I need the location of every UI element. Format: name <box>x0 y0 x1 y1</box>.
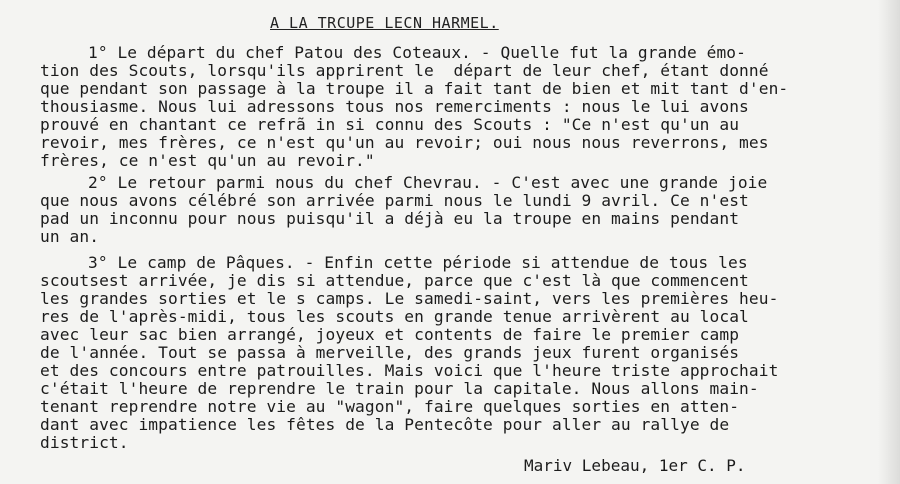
text-line-9: que nous avons célébré son arrivée parmi nous le lundi 9 avril. Ce n'est <box>40 191 749 210</box>
text-line-20: tenant reprendre notre vie au "wagon", faire quelques sorties en atten- <box>40 397 740 416</box>
text-line-11: un an. <box>40 227 100 246</box>
text-line-5: prouvé en chantant ce refrã in si connu des Scouts : "Ce n'est qu'un au <box>40 115 740 134</box>
text-line-6: revoir, mes frères, ce n'est qu'un au revoir; oui nous nous reverrons, mes <box>40 133 769 152</box>
page-edge-shadow <box>878 0 900 484</box>
text-line-14: les grandes sorties et le s camps. Le samedi-saint, vers les premières heu- <box>40 289 779 308</box>
text-line-13: scoutsest arrivée, je dis si attendue, parce que c'est là que commencent <box>40 271 749 290</box>
text-line-10: pad un inconnu pour nous puisqu'il a déjà eu la troupe en mains pendant <box>40 209 740 228</box>
signature: Mariv Lebeau, 1er C. P. <box>524 456 746 475</box>
text-line-3: que pendant son passage à la troupe il a fait tant de bien et mit tant d'en- <box>40 79 789 98</box>
text-line-12: 3° Le camp de Pâques. - Enfin cette période si attendue de tous les <box>88 253 748 272</box>
text-line-1: 1° Le départ du chef Patou des Coteaux. - Quelle fut la grande émo- <box>88 43 746 62</box>
text-line-22: district. <box>40 433 129 452</box>
page-title: A LA TRCUPE LECN HARMEL. <box>270 14 499 32</box>
text-line-19: c'était l'heure de reprendre le train pour la capitale. Nous allons main- <box>40 379 759 398</box>
text-line-2: tion des Scouts, lorsqu'ils apprirent le départ de leur chef, étant donné <box>40 61 769 80</box>
text-line-16: avec leur sac bien arrangé, joyeux et contents de faire le premier camp <box>40 325 740 344</box>
text-line-7: frères, ce n'est qu'un au revoir." <box>40 151 375 170</box>
text-line-18: et des concours entre patrouilles. Mais voici que l'heure triste approchait <box>40 361 779 380</box>
text-line-15: res de l'après-midi, tous les scouts en grande tenue arrivèrent au local <box>40 307 749 326</box>
text-line-8: 2° Le retour parmi nous du chef Chevrau. - C'est avec une grande joie <box>88 173 768 192</box>
text-line-17: de l'année. Tout se passa à merveille, des grands jeux furent organisés <box>40 343 740 362</box>
text-line-21: dant avec impatience les fêtes de la Pentecôte pour aller au rallye de <box>40 415 730 434</box>
text-line-4: thousiasme. Nous lui adressons tous nos remerciments : nous le lui avons <box>40 97 749 116</box>
